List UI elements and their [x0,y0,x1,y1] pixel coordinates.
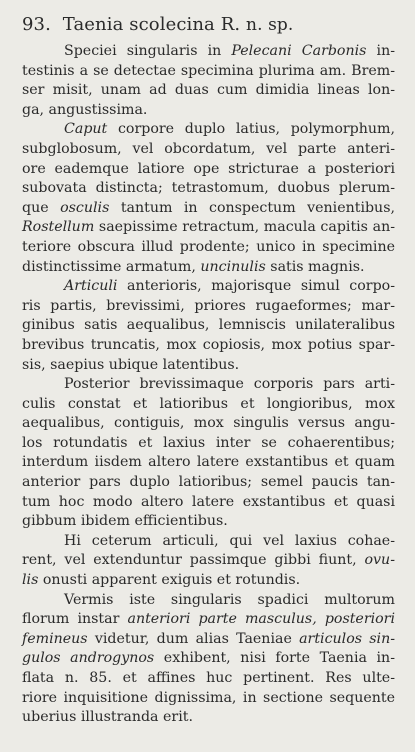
species-author: R. [220,14,241,35]
text-run: que [22,199,61,216]
text-line [22,199,395,219]
text-run: anterioris, majorisque simul corpo- [117,278,395,295]
text-run: ris partis, brevissimi, priores rugaeformes; mar- [22,297,395,314]
text-line [22,434,395,454]
italic-term: osculis [60,199,110,216]
text-line [22,571,395,591]
paragraph [22,532,395,591]
text-line [22,512,395,532]
species-status: n. sp. [246,15,294,35]
text-line [22,179,395,199]
text-line [22,62,395,82]
paragraph [22,591,395,728]
text-run: flata n. 85. et affines huc pertinent. Res ulte- [22,670,395,686]
text-line [22,708,395,728]
paragraph [22,375,395,532]
text-line [22,453,395,473]
text-line [22,258,395,278]
text-run: testinis a se detectae specimina plurima am. Brem- [22,62,395,79]
text-run: interdum iisdem altero latere exstantibus et quam [22,454,395,471]
text-run: ga, angustissima. [22,101,148,118]
italic-term: ovu- [364,552,395,569]
text-line [22,140,395,160]
text-line [22,42,395,62]
text-line [22,81,395,101]
text-run: satis magnis. [265,258,365,275]
italic-term: Pelecani Carbonis [231,43,367,59]
text-run: ser misit, unam ad duas cum dimidia lineas lon- [22,82,395,99]
text-line [22,297,395,317]
text-run: florum instar [22,611,128,628]
text-run: brevibus truncatis, mox copiosis, mox potius spar- [22,336,395,353]
text-run: riore inquisitione dignissima, in sectione sequente [22,689,395,706]
text-run: ginibus satis aequalibus, lemniscis unilateralibus [22,317,395,334]
text-run: distinctissime armatum, [22,258,201,275]
text-run: onusti apparent exiguis et rotundis. [38,572,301,589]
text-run: corpore duplo latius, polymorphum, [107,121,395,138]
text-line [22,395,395,415]
text-line [22,160,395,180]
text-run: rent, vel extenduntur passimque gibbi fiunt, [22,552,365,569]
text-line [22,610,395,630]
italic-term: lis [22,572,39,589]
italic-term: anteriori parte masculus, posteriori [127,611,396,628]
text-run: saepissime retractum, macula capitis an- [94,219,395,236]
text-run: los rotundatis et laxius inter se cohaerentibus; [22,434,395,451]
text-run: exhibent, nisi forte Taenia in- [154,650,395,667]
text-run: gibbum ibidem efficientibus. [22,513,228,530]
entry-number: 93. [22,14,51,35]
text-line [22,669,395,689]
paragraph [22,42,395,120]
text-run: in- [366,43,395,59]
text-line [22,532,395,552]
text-line [22,218,395,238]
text-run: tantum in conspectum venientibus, [109,199,395,216]
paragraph [22,277,395,375]
text-line [22,473,395,493]
text-line [22,277,395,297]
text-line [22,120,395,140]
italic-term: Rostellum [22,219,95,236]
text-run: aequalibus, contiguis, mox singulis versus angu- [22,415,395,432]
paragraph [22,120,395,277]
text-run: anterior pars duplo latioribus; semel paucis tan- [22,474,395,491]
text-run: uberius illustranda erit. [22,709,193,726]
italic-term: gulos androgynos [22,650,155,667]
text-run: Hi ceterum articuli, qui vel laxius cohae- [64,532,395,549]
italic-term: Articuli [64,278,118,295]
text-line [22,551,395,571]
text-run: teriore obscura illud prodente; unico in specimine [22,238,395,255]
text-run: subovata distincta; tetrastomum, duobus plerum- [22,180,395,197]
text-run: videtur, dum alias Taeniae [87,630,300,647]
text-run: Posterior brevissimaque corporis pars arti- [64,376,395,393]
text-line [22,630,395,650]
text-line [22,493,395,513]
text-run: culis constat et latioribus et longioribus, mox [22,395,395,412]
text-line [22,101,395,121]
italic-term: femineus [22,630,88,647]
text-line [22,336,395,356]
text-line [22,591,395,611]
text-line [22,689,395,709]
text-line [22,238,395,258]
text-line [22,356,395,376]
text-run: sis, saepius ubique latentibus. [22,356,240,373]
text-run: tum hoc modo altero latere exstantibus et quasi [22,493,395,510]
italic-term: Caput [64,121,108,138]
text-run: Speciei singularis in [64,43,232,59]
text-line [22,649,395,669]
italic-term: articulos sin- [299,630,396,647]
text-run: subglobosum, vel obcordatum, vel parte anteri- [22,140,395,157]
text-run: ore eademque latiore ope stricturae a posteriori [22,160,395,177]
italic-term: uncinulis [200,258,266,275]
text-line [22,375,395,395]
entry-title [22,14,395,36]
species-name: Taenia scolecina [62,14,215,35]
entry-body [22,42,395,728]
text-line [22,316,395,336]
text-run: Vermis iste singularis spadici multorum [64,591,395,608]
text-line [22,414,395,434]
